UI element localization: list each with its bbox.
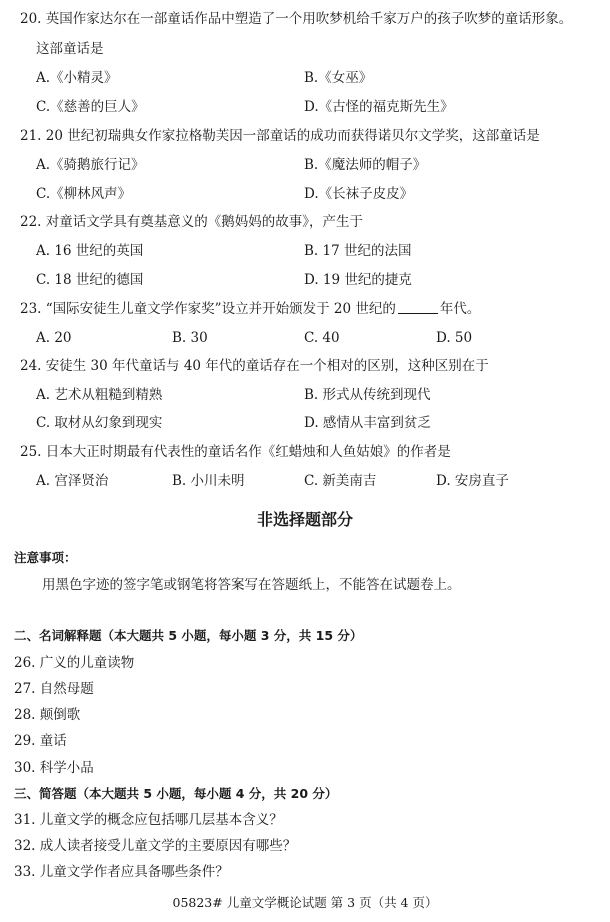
q23-option-b: B. 30	[172, 330, 208, 346]
q25-option-c: C. 新美南吉	[304, 473, 377, 489]
q26: 26. 广义的儿童读物	[14, 655, 135, 671]
notice-label: 注意事项：	[14, 550, 77, 565]
q24-option-d: D. 感情从丰富到贫乏	[304, 415, 431, 431]
q21-stem: 21. 20 世纪初瑞典女作家拉格勒芙因一部童话的成功而获得诺贝尔文学奖，这部童话是	[20, 128, 540, 144]
notice-text: 用黑色字迹的签字笔或钢笔将答案写在答题纸上，不能答在试题卷上。	[42, 577, 461, 593]
q32: 32. 成人读者接受儿童文学的主要原因有哪些？	[14, 838, 297, 854]
q21-option-b: B.《魔法师的帽子》	[304, 157, 427, 173]
q24-option-b: B. 形式从传统到现代	[304, 387, 431, 403]
q23-stem	[20, 300, 480, 318]
q20-option-a: A.《小精灵》	[36, 70, 118, 86]
q25-stem: 25. 日本大正时期最有代表性的童话名作《红蜡烛和人鱼姑娘》的作者是	[20, 444, 451, 460]
q20-option-b: B.《女巫》	[304, 70, 373, 86]
q23-stem-after: 年代。	[439, 301, 481, 317]
q28: 28. 颠倒歌	[14, 707, 81, 723]
q25-option-b: B. 小川未明	[172, 473, 245, 489]
q20-option-d: D.《古怪的福克斯先生》	[304, 99, 454, 115]
q23-answer-blank	[398, 301, 438, 314]
q22-option-d: D. 19 世纪的捷克	[304, 272, 412, 288]
section2-heading: 二、名词解释题（本大题共 5 小题，每小题 3 分，共 15 分）	[14, 628, 363, 643]
q22-stem: 22. 对童话文学具有奠基意义的《鹅妈妈的故事》，产生于	[20, 214, 364, 230]
page-footer: 05823# 儿童文学概论试题 第 3 页（共 4 页）	[172, 895, 438, 910]
q22-option-b: B. 17 世纪的法国	[304, 243, 412, 259]
q23-stem-before: 23. “国际安徒生儿童文学作家奖”设立并开始颁发于 20 世纪的	[20, 301, 396, 317]
q20-stem-line2: 这部童话是	[36, 41, 104, 57]
q27: 27. 自然母题	[14, 681, 94, 697]
q24-stem: 24. 安徒生 30 年代童话与 40 年代的童话存在一个相对的区别，这种区别在于	[20, 358, 489, 374]
q24-option-c: C. 取材从幻象到现实	[36, 415, 163, 431]
q23-option-a: A. 20	[36, 330, 72, 346]
q31: 31. 儿童文学的概念应包括哪几层基本含义？	[14, 812, 283, 828]
q21-option-c: C.《柳林风声》	[36, 186, 132, 202]
q25-option-a: A. 宫泽贤治	[36, 473, 109, 489]
q30: 30. 科学小品	[14, 760, 94, 776]
q20-option-c: C.《慈善的巨人》	[36, 99, 145, 115]
part2-title: 非选择题部分	[256, 510, 353, 529]
q22-option-c: C. 18 世纪的德国	[36, 272, 144, 288]
q21-option-d: D.《长袜子皮皮》	[304, 186, 414, 202]
q23-option-d: D. 50	[436, 330, 473, 346]
q25-option-d: D. 安房直子	[436, 473, 509, 489]
q24-option-a: A. 艺术从粗糙到精熟	[36, 387, 163, 403]
q29: 29. 童话	[14, 733, 67, 749]
q21-option-a: A.《骑鹅旅行记》	[36, 157, 145, 173]
q22-option-a: A. 16 世纪的英国	[36, 243, 144, 259]
section3-heading: 三、简答题（本大题共 5 小题，每小题 4 分，共 20 分）	[14, 786, 338, 801]
q33: 33. 儿童文学作者应具备哪些条件？	[14, 864, 229, 880]
q23-option-c: C. 40	[304, 330, 340, 346]
q20-stem-line1: 20. 英国作家达尔在一部童话作品中塑造了一个用吹梦机给千家万户的孩子吹梦的童话形象。	[20, 11, 573, 27]
